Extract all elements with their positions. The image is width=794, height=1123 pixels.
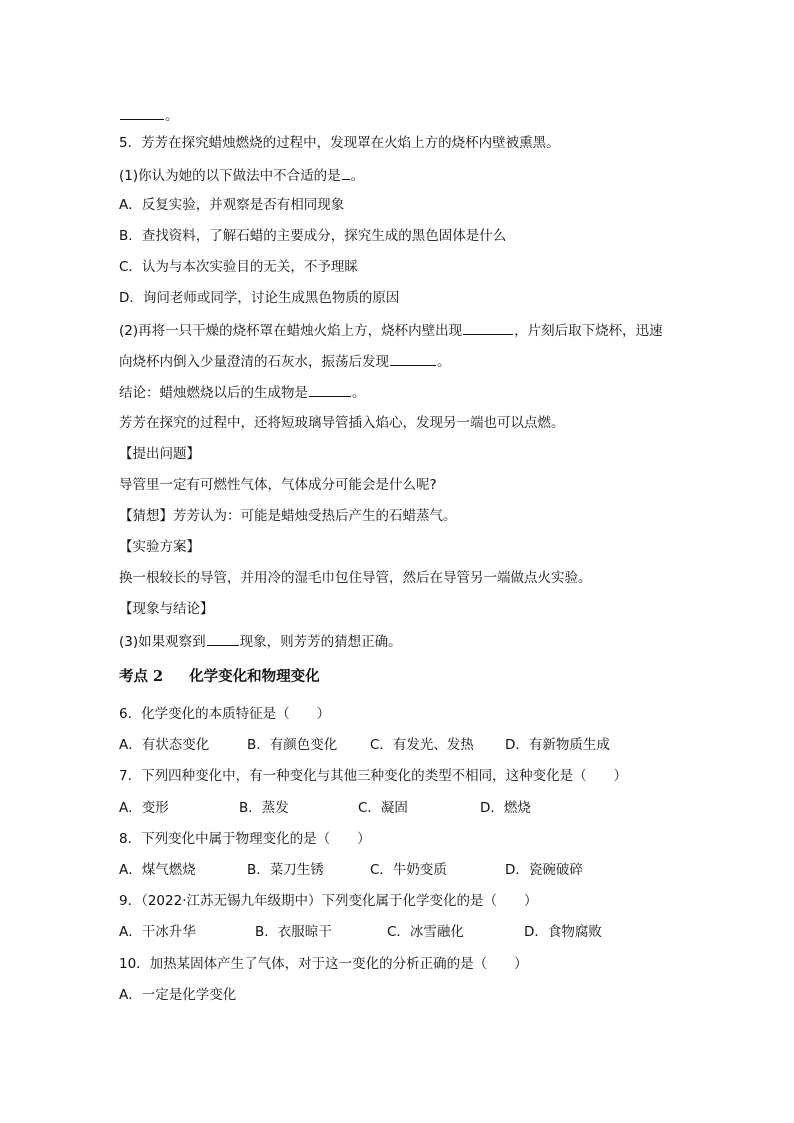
question-5-part-1: (1)你认为她的以下做法中不合适的是 。 [119, 165, 364, 185]
guess-text: 【猜想】芳芳认为：可能是蜡烛受热后产生的石蜡蒸气。 [119, 508, 457, 524]
option-b: B．蒸发 [239, 800, 289, 816]
exploration-text: 芳芳在探究的过程中，还将短玻璃导管插入焰心，发现另一端也可以点燃。 [119, 415, 565, 431]
question-5: 5．芳芳在探究蜡烛燃烧的过程中，发现罩在火焰上方的烧杯内壁被熏黑。 [119, 135, 560, 151]
question-10: 10．加热某固体产生了气体，对于这一变化的分析正确的是（ ） [119, 956, 528, 972]
option-d: D．询问老师或同学，讨论生成黑色物质的原因 [119, 290, 400, 306]
option-c: C．冰雪融化 [387, 924, 464, 940]
section-ask-question: 【提出问题】 [119, 446, 200, 462]
section-phenomenon: 【现象与结论】 [119, 601, 214, 617]
option-c: C．凝固 [358, 800, 408, 816]
answer-blank[interactable] [309, 382, 351, 397]
section-heading: 考点 2 化学变化和物理变化 [119, 668, 320, 685]
answer-blank[interactable] [463, 320, 513, 335]
option-a: A．干冰升华 [119, 924, 196, 940]
option-b: B．有颜色变化 [247, 737, 338, 753]
option-d: D．燃烧 [480, 800, 531, 816]
question-5-part-2: (2)再将一只干燥的烧杯罩在蜡烛火焰上方，烧杯内壁出现 ，片刻后取下烧杯，迅速 [119, 320, 663, 340]
question-9: 9．（2022·江苏无锡九年级期中）下列变化属于化学变化的是（ ） [119, 893, 538, 909]
question-5-part-2-cont: 向烧杯内倒入少量澄清的石灰水，振荡后发现 。 [119, 351, 451, 371]
section-plan: 【实验方案】 [119, 539, 200, 555]
answer-blank[interactable] [120, 105, 164, 120]
option-a: A．反复实验，并观察是否有相同现象 [119, 197, 345, 213]
answer-blank[interactable] [342, 165, 350, 180]
question-5-part-3: (3)如果观察到 现象，则芳芳的猜想正确。 [119, 631, 402, 651]
option-a: A．有状态变化 [119, 737, 210, 753]
option-b: B．查找资料，了解石蜡的主要成分，探究生成的黑色固体是什么 [119, 228, 507, 244]
answer-blank[interactable] [207, 631, 239, 646]
question-7: 7．下列四种变化中，有一种变化与其他三种变化的类型不相同，这种变化是（ ） [119, 768, 628, 784]
answer-blank[interactable] [390, 351, 436, 366]
question-10-option-a: A．一定是化学变化 [119, 987, 237, 1003]
option-d: D．瓷碗破碎 [505, 862, 583, 878]
question-8: 8．下列变化中属于物理变化的是（ ） [119, 831, 371, 847]
option-d: D．食物腐败 [524, 924, 602, 940]
option-c: C．牛奶变质 [370, 862, 447, 878]
question-6: 6．化学变化的本质特征是（ ） [119, 706, 331, 722]
option-a: A．煤气燃烧 [119, 862, 196, 878]
option-c: C．认为与本次实验目的无关，不予理睬 [119, 259, 358, 275]
conclusion-line: 结论：蜡烛燃烧以后的生成物是 。 [119, 382, 366, 402]
question-text: 导管里一定有可燃性气体，气体成分可能会是什么呢? [119, 477, 437, 493]
plan-text: 换一根较长的导管，并用冷的湿毛巾包住导管，然后在导管另一端做点火实验。 [119, 570, 592, 586]
option-b: B．衣服晾干 [255, 924, 332, 940]
option-c: C．有发光、发热 [370, 737, 474, 753]
option-d: D．有新物质生成 [505, 737, 610, 753]
prev-answer-line: 。 [119, 105, 179, 125]
option-a: A．变形 [119, 800, 169, 816]
option-b: B．菜刀生锈 [247, 862, 324, 878]
